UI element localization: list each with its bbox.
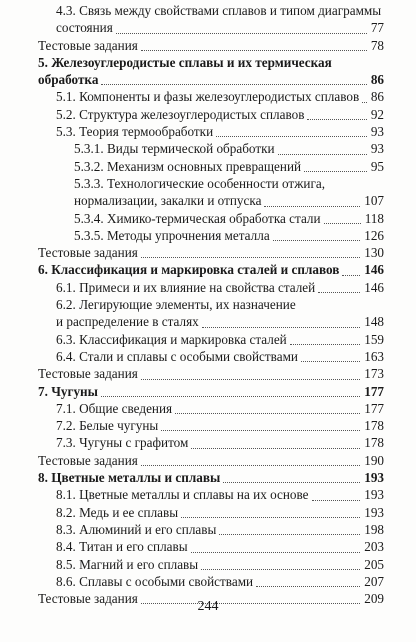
toc-entry-title: 8.3. Алюминий и его сплавы [56,521,217,537]
toc-entry [38,175,384,210]
toc-leader-dots [342,275,360,276]
toc-leader-dots [202,327,360,328]
toc-leader-dots [273,240,361,241]
toc-entry [38,556,384,573]
toc-entry-title: 8. Цветные металлы и сплавы [38,470,221,486]
toc-page-number: 78 [370,37,384,53]
toc-entry-title: 5. Железоуглеродистые сплавы и их термическая [38,54,332,70]
toc-entry [38,244,384,261]
toc-page-number: 209 [364,591,384,607]
toc-entry [38,469,384,486]
toc-entry-title: 5.3.2. Механизм основных превращений [74,158,302,174]
toc-entry-title: Тестовые задания [38,37,138,53]
toc-page-number: 178 [364,418,384,434]
toc-entry-title: 7. Чугуны [38,383,98,399]
toc-entry-title: 5.3.5. Методы упрочнения металла [74,227,270,243]
toc-page-number: 107 [364,193,384,209]
toc-page-number: 126 [364,227,384,243]
toc-leader-dots [141,465,360,466]
toc-leader-dots [307,119,366,120]
toc-page-number: 190 [364,452,384,468]
toc-entry [38,227,384,244]
toc-leader-dots [161,430,360,431]
toc-entry-title: 6.1. Примеси и их влияние на свойства сталей [56,279,316,295]
toc-page-number: 163 [364,348,384,364]
toc-page-number: 193 [364,487,384,503]
toc-entry-title: 5.1. Компоненты и фазы железоуглеродистых сплавов [56,89,360,105]
toc-entry [38,348,384,365]
toc-entry-title: состояния [56,20,113,36]
toc-entry [38,521,384,538]
toc-leader-dots [141,257,360,258]
toc-entry [38,486,384,503]
toc-entry [38,573,384,590]
toc-entry-title: 7.3. Чугуны с графитом [56,435,189,451]
toc-entry-title: 6.3. Классификация и маркировка сталей [56,331,287,347]
toc-page-number: 148 [364,314,384,330]
toc-entry [38,400,384,417]
toc-entry [38,88,384,105]
toc-entry-title: нормализации, закалки и отпуска [74,193,262,209]
toc-entry-title: 8.6. Сплавы с особыми свойствами [56,573,254,589]
toc-entry [38,383,384,400]
toc-leader-dots [116,33,367,34]
toc-page-number: 86 [370,89,384,105]
toc-leader-dots [278,154,367,155]
toc-entry [38,538,384,555]
toc-entry-title: 5.2. Структура железоуглеродистых сплавов [56,106,305,122]
toc-entry-title: 5.3.1. Виды термической обработки [74,141,275,157]
toc-leader-dots [141,50,367,51]
toc-entry [38,123,384,140]
toc-leader-dots [191,552,361,553]
toc-entry-title: 5.3.3. Технологические особенности отжига, [74,175,326,191]
toc-page-number: 198 [364,521,384,537]
toc-entry-title: Тестовые задания [38,452,138,468]
toc-page-number: 178 [364,435,384,451]
toc-entry [38,54,384,89]
toc-entry-title: и распределение в сталях [56,314,199,330]
toc-entry-title: 6. Классификация и маркировка сталей и сплавов [38,262,340,278]
toc-page-number: 207 [364,573,384,589]
toc-leader-dots [362,102,367,103]
toc-entry-title: Тестовые задания [38,245,138,261]
toc-entry [38,210,384,227]
toc-entry [38,434,384,451]
toc-entry-title: обработка [38,72,99,88]
toc-entry [38,331,384,348]
toc-page-number: 193 [364,504,384,520]
toc-leader-dots [141,379,360,380]
toc-entry-title: 7.1. Общие сведения [56,400,173,416]
toc-page-number: 92 [370,106,384,122]
toc-leader-dots [301,361,360,362]
toc-page-number: 93 [370,124,384,140]
toc-leader-dots [219,534,360,535]
toc-page-number: 118 [364,210,384,226]
toc-page-number: 93 [370,141,384,157]
toc-entry [38,158,384,175]
toc-entry [38,106,384,123]
toc-page-number: 159 [364,331,384,347]
toc-page-number: 77 [370,20,384,36]
toc-leader-dots [312,500,361,501]
table-of-contents [38,2,384,607]
toc-entry [38,452,384,469]
toc-entry [38,504,384,521]
toc-leader-dots [304,171,367,172]
toc-entry-title: 5.3. Теория термообработки [56,124,214,140]
toc-entry-title: 8.2. Медь и ее сплавы [56,504,179,520]
toc-entry [38,261,384,278]
toc-page-number: 130 [364,245,384,261]
toc-entry-title: 5.3.4. Химико-термическая обработка стали [74,210,321,226]
toc-page-number: 95 [370,158,384,174]
toc-leader-dots [290,344,360,345]
toc-entry-title: 8.4. Титан и его сплавы [56,539,188,555]
toc-page-number: 193 [364,470,384,486]
toc-page-number: 173 [364,366,384,382]
toc-page-number: 203 [364,539,384,555]
toc-entry-title: Тестовые задания [38,591,138,607]
toc-leader-dots [201,569,360,570]
toc-entry-title: Тестовые задания [38,366,138,382]
toc-entry-title: 8.1. Цветные металлы и сплавы на их основе [56,487,309,503]
toc-leader-dots [191,448,360,449]
toc-page-number: 205 [364,556,384,572]
toc-leader-dots [256,586,360,587]
toc-page-number: 146 [364,262,384,278]
toc-entry-title: 6.4. Стали и сплавы с особыми свойствами [56,348,298,364]
toc-page-number: 86 [370,72,384,88]
toc-leader-dots [318,292,360,293]
toc-entry [38,296,384,331]
toc-page-number: 177 [364,400,384,416]
toc-entry-title: 4.3. Связь между свойствами сплавов и типом диаграммы [56,3,382,18]
toc-entry-title: 7.2. Белые чугуны [56,418,159,434]
toc-leader-dots [101,84,366,85]
toc-entry-title: 8.5. Магний и его сплавы [56,556,199,572]
toc-leader-dots [324,223,361,224]
toc-leader-dots [264,206,360,207]
toc-entry-title: 6.2. Легирующие элементы, их назначение [56,297,296,313]
page-number: 244 [197,599,219,614]
toc-entry [38,417,384,434]
toc-entry [38,140,384,157]
toc-leader-dots [181,517,360,518]
toc-leader-dots [223,482,360,483]
toc-leader-dots [216,136,367,137]
toc-entry [38,37,384,54]
toc-entry [38,365,384,382]
toc-entry [38,279,384,296]
toc-leader-dots [101,396,360,397]
toc-entry [38,2,384,37]
toc-leader-dots [175,413,360,414]
toc-page-number: 177 [364,383,384,399]
toc-page-number: 146 [364,279,384,295]
